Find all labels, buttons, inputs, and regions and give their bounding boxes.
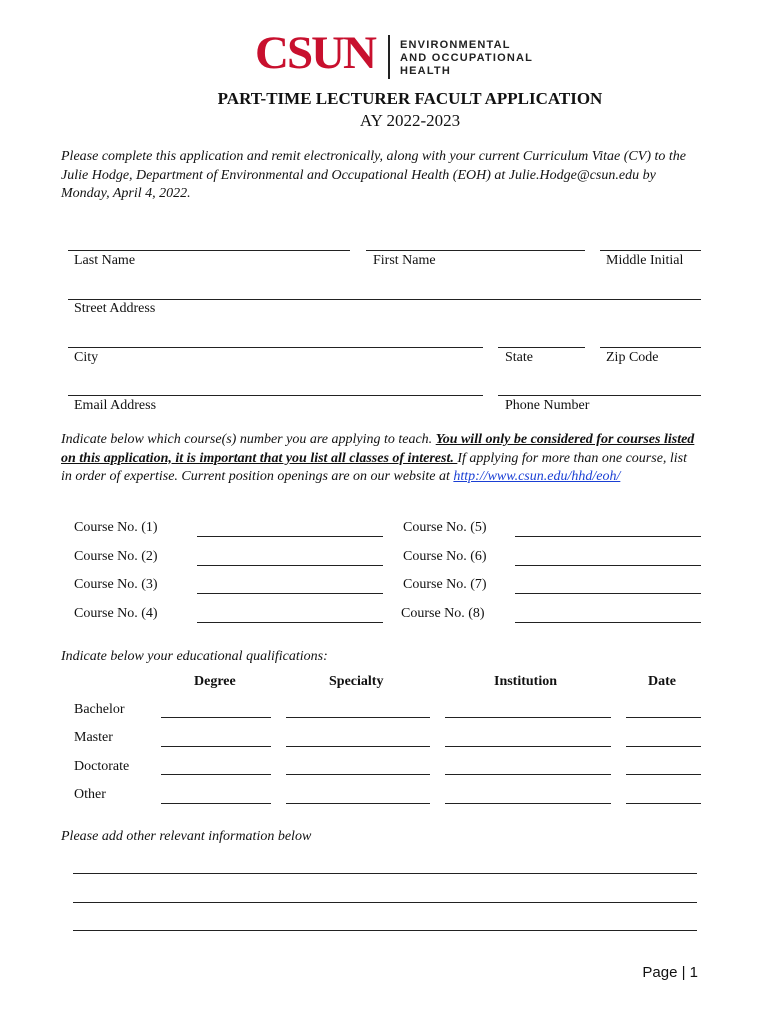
course-field-2[interactable]	[197, 565, 383, 566]
other-info-line-1[interactable]	[73, 873, 697, 874]
education-row-master: Master	[74, 730, 113, 745]
bachelor-institution-field[interactable]	[445, 717, 611, 718]
department-line-3: HEALTH	[400, 65, 451, 77]
course-label-5: Course No. (5)	[403, 520, 487, 535]
email-field[interactable]	[68, 395, 483, 396]
street-address-field[interactable]	[68, 299, 701, 300]
state-field[interactable]	[498, 347, 585, 348]
course-label-2: Course No. (2)	[74, 549, 158, 564]
course-field-1[interactable]	[197, 536, 383, 537]
bachelor-specialty-field[interactable]	[286, 717, 430, 718]
department-line-2: AND OCCUPATIONAL	[400, 52, 534, 64]
education-row-bachelor: Bachelor	[74, 702, 125, 717]
department-line-1: ENVIRONMENTAL	[400, 39, 511, 51]
course-label-3: Course No. (3)	[74, 577, 158, 592]
column-header-degree: Degree	[194, 674, 236, 689]
page-title: PART-TIME LECTURER FACULT APPLICATION	[217, 89, 603, 108]
other-info-prompt: Please add other relevant information below	[61, 829, 312, 844]
course-field-8[interactable]	[515, 622, 701, 623]
phone-label: Phone Number	[505, 398, 590, 413]
middle-initial-field[interactable]	[600, 250, 701, 251]
other-date-field[interactable]	[626, 803, 701, 804]
course-instructions-emphasis: You will only be considered for courses listed on this application, it is important that you list all classes of interest.	[61, 432, 695, 466]
doctorate-specialty-field[interactable]	[286, 774, 430, 775]
zip-code-field[interactable]	[600, 347, 701, 348]
other-degree-field[interactable]	[161, 803, 271, 804]
zip-code-label: Zip Code	[606, 350, 659, 365]
bachelor-date-field[interactable]	[626, 717, 701, 718]
doctorate-date-field[interactable]	[626, 774, 701, 775]
course-field-5[interactable]	[515, 536, 701, 537]
other-institution-field[interactable]	[445, 803, 611, 804]
course-field-4[interactable]	[197, 622, 383, 623]
first-name-label: First Name	[373, 253, 436, 268]
education-row-doctorate: Doctorate	[74, 759, 130, 774]
state-label: State	[505, 350, 533, 365]
city-label: City	[74, 350, 99, 365]
course-label-4: Course No. (4)	[74, 606, 158, 621]
phone-field[interactable]	[498, 395, 701, 396]
email-label: Email Address	[74, 398, 157, 413]
eoh-website-link[interactable]: http://www.csun.edu/hhd/eoh/	[453, 469, 621, 484]
last-name-label: Last Name	[74, 253, 136, 268]
course-instructions-text: Indicate below which course(s) number you are applying to teach.	[61, 432, 436, 447]
course-label-7: Course No. (7)	[403, 577, 487, 592]
doctorate-degree-field[interactable]	[161, 774, 271, 775]
course-field-6[interactable]	[515, 565, 701, 566]
course-instructions	[61, 431, 701, 487]
other-info-line-3[interactable]	[73, 930, 697, 931]
csun-logo: CSUN	[255, 27, 375, 79]
intro-text: Please complete this application and remit electronically, along with your current Curriculum Vitae (CV) to the Julie Hodge, Department of Environmental and Occupational Health (EOH) at Julie.Hodge@csun.edu by Monday, April 4, 2022.	[61, 149, 686, 201]
first-name-field[interactable]	[366, 250, 585, 251]
page-subtitle: AY 2022-2023	[359, 111, 461, 130]
doctorate-institution-field[interactable]	[445, 774, 611, 775]
course-field-7[interactable]	[515, 593, 701, 594]
logo-divider	[388, 35, 390, 79]
course-label-6: Course No. (6)	[403, 549, 487, 564]
master-institution-field[interactable]	[445, 746, 611, 747]
education-prompt: Indicate below your educational qualifications:	[61, 649, 328, 664]
column-header-date: Date	[648, 674, 676, 689]
course-instructions-text-2: If applying for more than one course, list in order of expertise. Current position openings are on our website at	[61, 450, 688, 484]
street-address-label: Street Address	[74, 301, 156, 316]
page-number: Page | 1	[642, 964, 698, 981]
course-field-3[interactable]	[197, 593, 383, 594]
education-row-other: Other	[74, 787, 106, 802]
other-specialty-field[interactable]	[286, 803, 430, 804]
course-label-8: Course No. (8)	[401, 606, 485, 621]
master-specialty-field[interactable]	[286, 746, 430, 747]
last-name-field[interactable]	[68, 250, 350, 251]
middle-initial-label: Middle Initial	[606, 253, 684, 268]
course-label-1: Course No. (1)	[74, 520, 158, 535]
other-info-line-2[interactable]	[73, 902, 697, 903]
city-field[interactable]	[68, 347, 483, 348]
column-header-institution: Institution	[494, 674, 558, 689]
bachelor-degree-field[interactable]	[161, 717, 271, 718]
column-header-specialty: Specialty	[329, 674, 384, 689]
master-date-field[interactable]	[626, 746, 701, 747]
master-degree-field[interactable]	[161, 746, 271, 747]
